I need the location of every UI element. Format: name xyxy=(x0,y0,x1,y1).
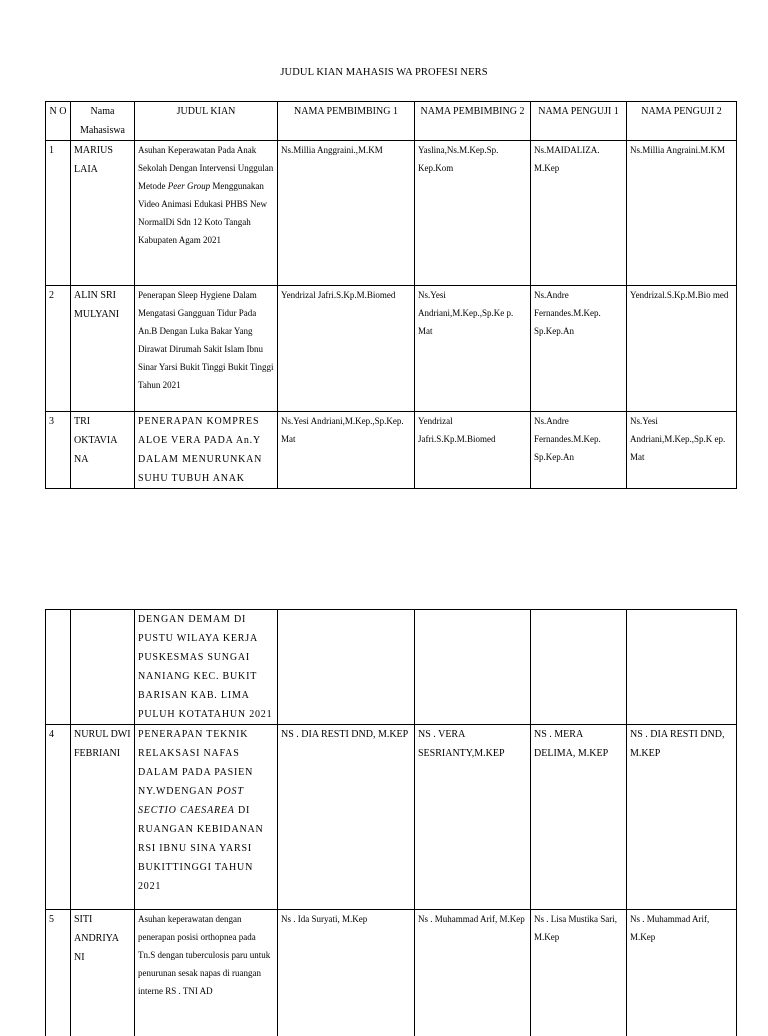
pembimbing-1: Ns.Yesi Andriani,M.Kep.,Sp.Kep. Mat xyxy=(278,412,415,489)
student-name: ALIN SRI MULYANI xyxy=(71,286,135,412)
student-name: SITI ANDRIYA NI xyxy=(71,910,135,1036)
penguji-2: NS . DIA RESTI DND, M.KEP xyxy=(627,725,737,910)
row-number: 3 xyxy=(46,412,71,489)
kian-title: Penerapan Sleep Hygiene Dalam Mengatasi Gangguan Tidur Pada An.B Dengan Luka Bakar Yang Dirawat Dirumah Sakit Islam Ibnu Sinar Yarsi Bukit Tinggi Bukit Tinggi Tahun 2021 xyxy=(135,286,278,412)
kian-title: PENERAPAN KOMPRES ALOE VERA PADA An.Y DALAM MENURUNKAN SUHU TUBUH ANAK xyxy=(135,412,278,489)
kian-title xyxy=(135,725,278,910)
kian-title xyxy=(135,141,278,286)
penguji-1: Ns.Andre Fernandes.M.Kep. Sp.Kep.An xyxy=(531,412,627,489)
kian-title-text: Asuhan Keperawatan Pada Anak Sekolah Dengan Intervensi Unggulan Metode xyxy=(138,145,274,191)
pembimbing-2: Yendrizal Jafri.S.Kp.M.Biomed xyxy=(415,412,531,489)
header-judul-kian: JUDUL KIAN xyxy=(135,102,278,141)
table-row xyxy=(46,725,737,910)
header-pembimbing-1: NAMA PEMBIMBING 1 xyxy=(278,102,415,141)
penguji-2: Ns . Muhammad Arif, M.Kep xyxy=(627,910,737,1036)
kian-title: Asuhan keperawatan dengan penerapan posisi orthopnea pada Tn.S dengan tuberculosis paru untuk penurunan sesak napas di ruangan interne RS . TNI AD xyxy=(135,910,278,1036)
kian-table-page-2 xyxy=(45,609,737,1036)
table-row xyxy=(46,286,737,412)
pembimbing-1: Yendrizal Jafri.S.Kp.M.Biomed xyxy=(278,286,415,412)
header-no: N O xyxy=(46,102,71,141)
table-row xyxy=(46,910,737,1036)
penguji-1: NS . MERA DELIMA, M.KEP xyxy=(531,725,627,910)
table-row xyxy=(46,412,737,489)
student-name: TRI OKTAVIA NA xyxy=(71,412,135,489)
kian-title-text: PENERAPAN TEKNIK RELAKSASI NAFAS DALAM PADA PASIEN NY.WDENGAN xyxy=(138,729,254,797)
student-name: NURUL DWI FEBRIANI xyxy=(71,725,135,910)
pembimbing-2: NS . VERA SESRIANTY,M.KEP xyxy=(415,725,531,910)
kian-title-text-2: DI RUANGAN KEBIDANAN RSI IBNU SINA YARSI BUKITTINGGI TAHUN 2021 xyxy=(138,805,264,892)
table-row-continuation xyxy=(46,610,737,725)
header-penguji-2: NAMA PENGUJI 2 xyxy=(627,102,737,141)
pembimbing-1: Ns . Ida Suryati, M.Kep xyxy=(278,910,415,1036)
pembimbing-2: Ns . Muhammad Arif, M.Kep xyxy=(415,910,531,1036)
row-number: 4 xyxy=(46,725,71,910)
kian-title-text-2: Menggunakan Video Animasi Edukasi PHBS New NormalDi Sdn 12 Koto Tangah Kabupaten Agam 2021 xyxy=(138,181,267,245)
kian-table-page-1 xyxy=(45,101,737,489)
penguji-1: Ns.Andre Fernandes.M.Kep. Sp.Kep.An xyxy=(531,286,627,412)
penguji-2: Ns.Millia Angraini.M.KM xyxy=(627,141,737,286)
kian-title: DENGAN DEMAM DI PUSTU WILAYA KERJA PUSKESMAS SUNGAI NANIANG KEC. BUKIT BARISAN KAB. LIMA PULUH KOTATAHUN 2021 xyxy=(135,610,278,725)
row-number: 1 xyxy=(46,141,71,286)
student-name: MARIUS LAIA xyxy=(71,141,135,286)
header-nama-mahasiswa: Nama Mahasiswa xyxy=(71,102,135,141)
pembimbing-1: Ns.Millia Anggraini.,M.KM xyxy=(278,141,415,286)
pembimbing-2: Ns.Yesi Andriani,M.Kep.,Sp.Ke p. Mat xyxy=(415,286,531,412)
penguji-1: Ns . Lisa Mustika Sari, M.Kep xyxy=(531,910,627,1036)
pembimbing-2: Yaslina,Ns.M.Kep.Sp. Kep.Kom xyxy=(415,141,531,286)
penguji-2: Ns.Yesi Andriani,M.Kep.,Sp.K ep. Mat xyxy=(627,412,737,489)
document-title: JUDUL KIAN MAHASIS WA PROFESI NERS xyxy=(280,67,488,78)
table-header-row xyxy=(46,102,737,141)
pembimbing-1: NS . DIA RESTI DND, M.KEP xyxy=(278,725,415,910)
row-number: 2 xyxy=(46,286,71,412)
header-pembimbing-2: NAMA PEMBIMBING 2 xyxy=(415,102,531,141)
kian-title-italic: POST SECTIO CAESAREA xyxy=(138,786,244,816)
table-row xyxy=(46,141,737,286)
row-number: 5 xyxy=(46,910,71,1036)
header-penguji-1: NAMA PENGUJI 1 xyxy=(531,102,627,141)
penguji-2: Yendrizal.S.Kp.M.Bio med xyxy=(627,286,737,412)
kian-title-italic: Peer Group xyxy=(167,181,211,191)
penguji-1: Ns.MAIDALIZA. M.Kep xyxy=(531,141,627,286)
